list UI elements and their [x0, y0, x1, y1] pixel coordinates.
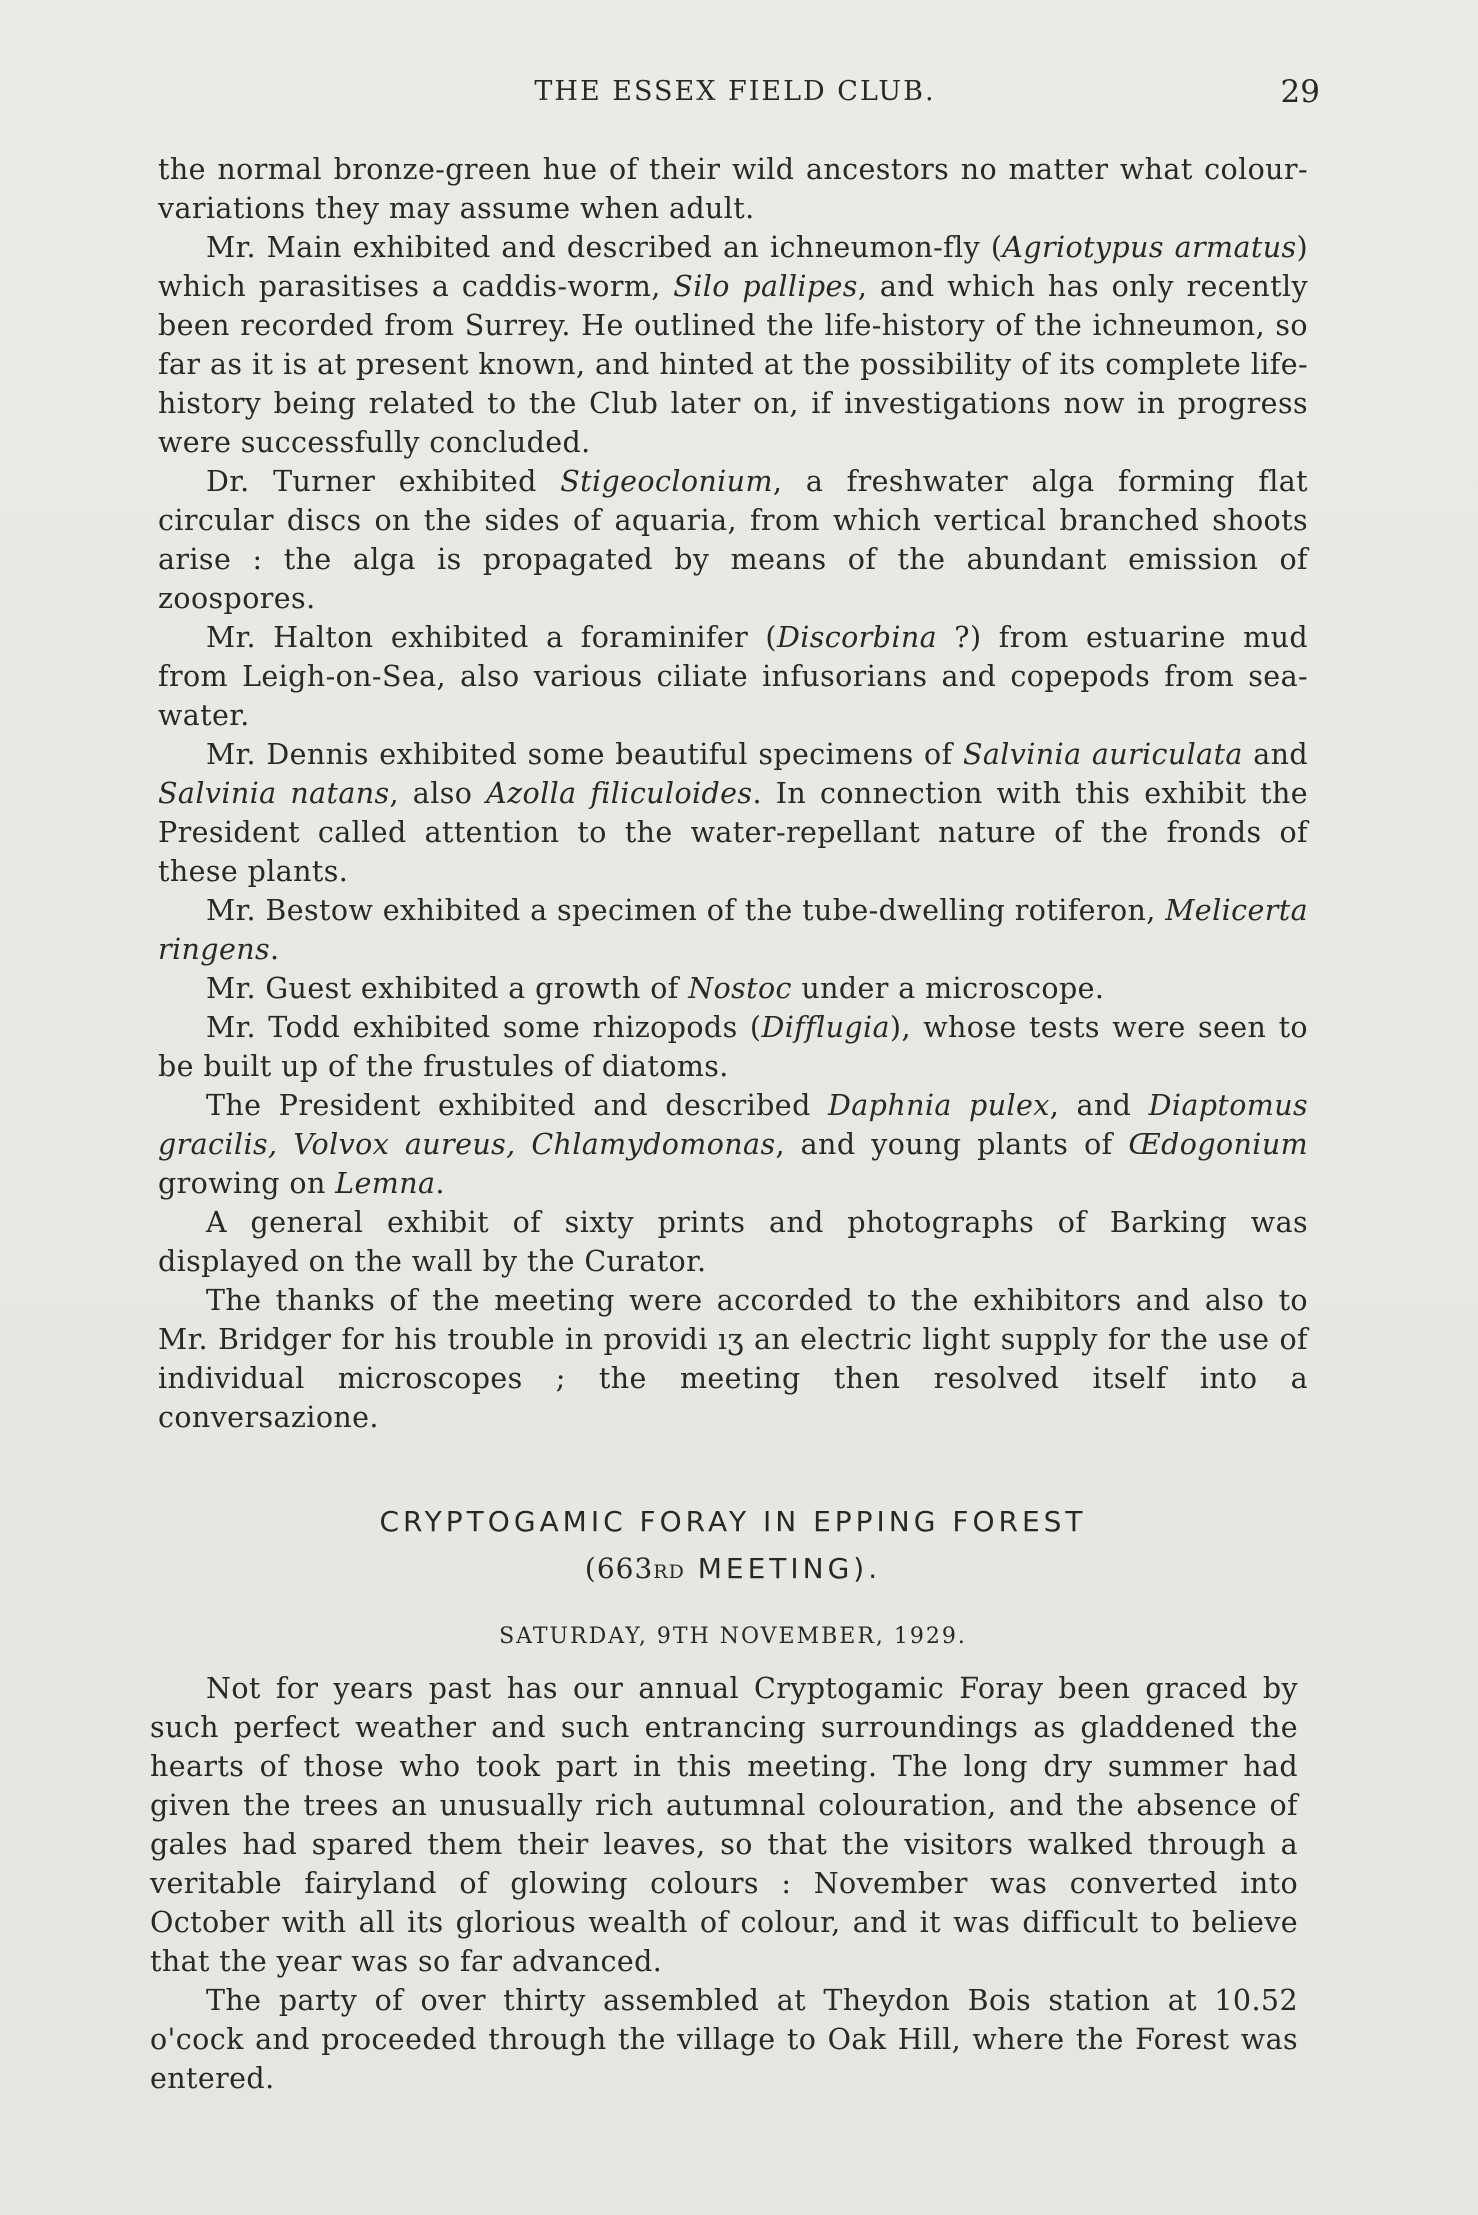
- text-run: Dr. Turner exhibited: [206, 465, 561, 498]
- italic-term: Diaptomus gracilis, Volvox aureus, Chlamydomonas: [158, 1089, 1308, 1161]
- paragraph: [158, 1203, 1308, 1281]
- paragraph: [158, 150, 1308, 228]
- paragraph: [150, 1669, 1298, 1981]
- text-run: Mr. Todd exhibited some rhizopods (: [206, 1011, 762, 1044]
- section-subheading: [158, 1549, 1308, 1592]
- text-run: , also: [389, 777, 487, 810]
- paragraph: [158, 228, 1308, 462]
- text-run: .: [270, 933, 280, 966]
- italic-term: Salvinia natans: [158, 777, 390, 810]
- meeting-ordinal-suffix: RD: [653, 1561, 685, 1583]
- text-run: the normal bronze-green hue of their wild ancestors no matter what colour-variations they may assume when adult.: [158, 153, 1308, 225]
- text-run: The thanks of the meeting were accorded to the exhibitors and also to Mr. Bridger for his trouble in providi ıʒ an electric light supply for the use of individual microscopes ; the meeting then resolved itself into a conversazione.: [158, 1284, 1308, 1434]
- text-run: ), whose tests were seen to be built up of the frustules of diatoms.: [158, 1011, 1308, 1083]
- italic-term: Stigeoclonium: [560, 465, 773, 498]
- text-run: and: [1242, 738, 1309, 771]
- foray-text: [150, 1669, 1298, 2098]
- text-run: The President exhibited and described: [206, 1089, 829, 1122]
- text-run: Not for years past has our annual Cryptogamic Foray been graced by such perfect weather and such entrancing surroundings as gladdened the hearts of those who took part in this meeting. The long dry summer had given the trees an unusually rich autumnal colouration, and the absence of gales had spared them their leaves, so that the visitors walked through a veritable fairyland of glowing colours : November was converted into October with all its glorious wealth of colour, and it was difficult to believe that the year was so far advanced.: [150, 1672, 1298, 1978]
- text-run: Mr. Halton exhibited a foraminifer (: [206, 621, 777, 654]
- text-run: ) which parasitises a caddis-worm,: [158, 231, 1309, 303]
- italic-term: Salvinia auriculata: [962, 738, 1243, 771]
- text-run: The party of over thirty assembled at Theydon Bois station at 10.52 o'cock and proceeded through the village to Oak Hill, where the Forest was entered.: [150, 1984, 1298, 2095]
- text-run: . In connection with this exhibit the President called attention to the water-repellant nature of the fronds of these plants.: [158, 777, 1308, 888]
- meeting-date: SATURDAY, 9TH NOVEMBER, 1929.: [499, 1624, 967, 1649]
- text-run: A general exhibit of sixty prints and photographs of Barking was displayed on the wall by the Curator.: [158, 1206, 1308, 1278]
- page-header: [160, 74, 1320, 116]
- paragraph: [158, 891, 1308, 969]
- italic-term: Difflugia: [761, 1011, 890, 1044]
- italic-term: Lemna: [335, 1167, 436, 1200]
- section-heading: CRYPTOGAMIC FORAY IN EPPING FOREST: [379, 1505, 1087, 1538]
- text-run: Mr. Main exhibited and described an ichneumon-fly (: [206, 231, 1003, 264]
- exhibits-text: [158, 150, 1308, 1437]
- italic-term: Nostoc: [688, 972, 792, 1005]
- text-run: ?) from estuarine mud from Leigh-on-Sea, also various ciliate infusorians and copepods from sea-water.: [158, 621, 1308, 732]
- text-run: , and young plants of: [775, 1128, 1129, 1161]
- running-title: THE ESSEX FIELD CLUB.: [534, 76, 936, 107]
- italic-term: Melicerta ringens: [158, 894, 1308, 966]
- paragraph: [150, 1981, 1298, 2098]
- italic-term: Daphnia pulex: [828, 1089, 1050, 1122]
- text-run: , a freshwater alga forming flat circular discs on the sides of aquaria, from which vertical branched shoots arise : the alga is propagated by means of the abundant emission of zoospores.: [158, 465, 1308, 615]
- text-run: Mr. Dennis exhibited some beautiful specimens of: [206, 738, 963, 771]
- italic-term: Discorbina: [776, 621, 937, 654]
- text-run: , and which has only recently been recorded from Surrey. He outlined the life-history of the ichneumon, so far as it is at present known, and hinted at the possibility of its complete life-history being related to the Club later on, if investigations now in progress were successfully concluded.: [158, 270, 1308, 459]
- paragraph: [158, 462, 1308, 618]
- paragraph: [158, 1008, 1308, 1086]
- paragraph: [158, 1281, 1308, 1437]
- text-run: Mr. Bestow exhibited a specimen of the tube-dwelling rotiferon,: [206, 894, 1166, 927]
- text-run: under a microscope.: [791, 972, 1105, 1005]
- paragraph: [158, 969, 1308, 1008]
- paragraph: [158, 735, 1308, 891]
- paragraph: [158, 618, 1308, 735]
- text-run: Mr. Guest exhibited a growth of: [206, 972, 689, 1005]
- italic-term: Azolla filiculoides: [486, 777, 753, 810]
- text-run: growing on: [158, 1167, 336, 1200]
- italic-term: Œdogonium: [1128, 1128, 1308, 1161]
- text-run: , and: [1049, 1089, 1149, 1122]
- italic-term: Agriotypus armatus: [1002, 231, 1297, 264]
- meeting-number: (663: [584, 1552, 654, 1585]
- text-run: .: [435, 1167, 445, 1200]
- meeting-word: MEETING).: [697, 1552, 882, 1585]
- paragraph: [158, 1086, 1308, 1203]
- page-number: 29: [1280, 74, 1320, 110]
- italic-term: Silo pallipes: [673, 270, 858, 303]
